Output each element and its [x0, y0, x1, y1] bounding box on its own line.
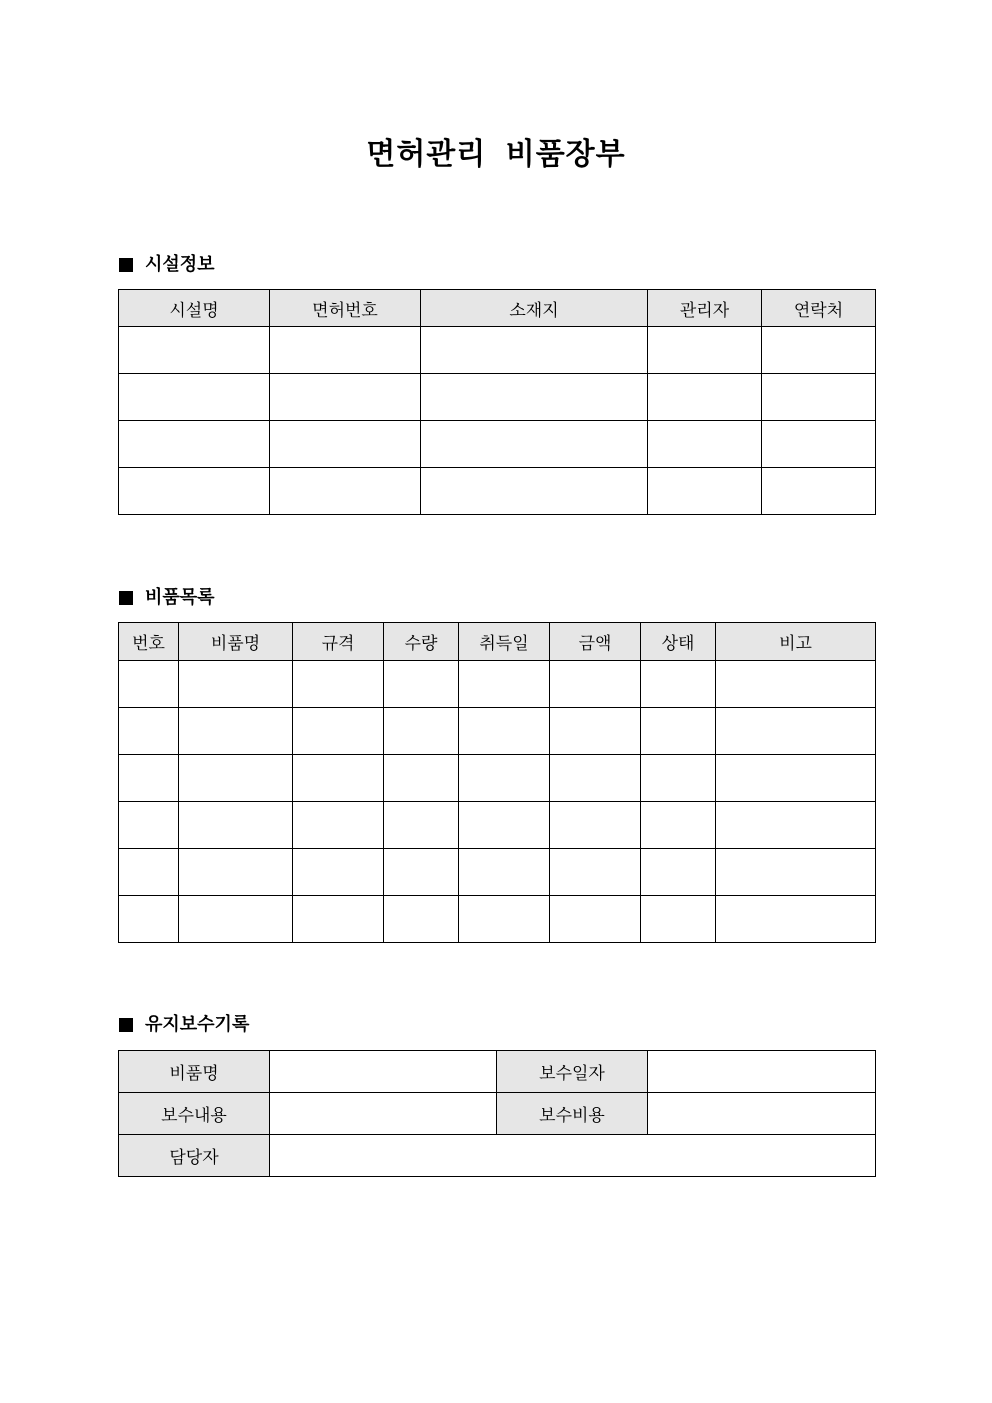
table-row — [119, 849, 876, 896]
col-number: 번호 — [119, 623, 179, 661]
table-cell[interactable] — [119, 896, 179, 943]
table-cell[interactable] — [119, 421, 270, 468]
col-spec: 규격 — [293, 623, 384, 661]
table-cell[interactable] — [293, 661, 384, 708]
table-cell[interactable] — [716, 896, 876, 943]
table-cell[interactable] — [179, 708, 293, 755]
col-item-name: 비품명 — [179, 623, 293, 661]
repair-cost-field[interactable] — [648, 1093, 876, 1135]
table-row — [119, 802, 876, 849]
table-cell[interactable] — [648, 374, 762, 421]
table-cell[interactable] — [179, 802, 293, 849]
facility-section-heading — [119, 252, 215, 278]
table-row — [119, 661, 876, 708]
table-cell[interactable] — [179, 755, 293, 802]
table-cell[interactable] — [550, 802, 641, 849]
col-quantity: 수량 — [384, 623, 459, 661]
table-cell[interactable] — [179, 661, 293, 708]
table-cell[interactable] — [270, 468, 421, 515]
repair-date-field[interactable] — [648, 1051, 876, 1093]
table-cell[interactable] — [119, 374, 270, 421]
manager-field[interactable] — [270, 1135, 876, 1177]
table-cell[interactable] — [421, 327, 648, 374]
table-cell[interactable] — [293, 849, 384, 896]
maintenance-section-heading — [119, 1012, 249, 1038]
table-cell[interactable] — [270, 421, 421, 468]
table-cell[interactable] — [293, 802, 384, 849]
table-cell[interactable] — [293, 708, 384, 755]
table-cell[interactable] — [550, 849, 641, 896]
table-cell[interactable] — [293, 896, 384, 943]
table-cell[interactable] — [716, 755, 876, 802]
table-cell[interactable] — [119, 661, 179, 708]
table-cell[interactable] — [648, 468, 762, 515]
table-cell[interactable] — [550, 708, 641, 755]
table-cell[interactable] — [179, 896, 293, 943]
col-location: 소재지 — [421, 290, 648, 327]
col-acquired-date: 취득일 — [459, 623, 550, 661]
col-manager: 관리자 — [648, 290, 762, 327]
table-cell[interactable] — [762, 421, 876, 468]
table-cell[interactable] — [550, 755, 641, 802]
table-cell[interactable] — [119, 327, 270, 374]
item-name-field[interactable] — [270, 1051, 497, 1093]
table-cell[interactable] — [762, 327, 876, 374]
table-cell[interactable] — [421, 374, 648, 421]
col-status: 상태 — [641, 623, 716, 661]
table-row — [119, 374, 876, 421]
table-cell[interactable] — [270, 327, 421, 374]
facility-header-row — [119, 290, 876, 327]
table-cell[interactable] — [459, 896, 550, 943]
table-cell[interactable] — [716, 849, 876, 896]
supplies-section-heading — [119, 585, 215, 611]
table-cell[interactable] — [270, 374, 421, 421]
table-cell[interactable] — [293, 755, 384, 802]
table-row — [119, 421, 876, 468]
label-repair-cost: 보수비용 — [497, 1093, 648, 1135]
table-row — [119, 896, 876, 943]
col-amount: 금액 — [550, 623, 641, 661]
table-cell[interactable] — [762, 468, 876, 515]
square-bullet-icon — [119, 591, 133, 605]
table-cell[interactable] — [384, 896, 459, 943]
table-cell[interactable] — [641, 755, 716, 802]
square-bullet-icon — [119, 1018, 133, 1032]
table-cell[interactable] — [459, 849, 550, 896]
maintenance-table — [118, 1050, 876, 1177]
supplies-heading-text: 비품목록 — [145, 587, 215, 608]
label-manager: 담당자 — [119, 1135, 270, 1177]
maintenance-heading-text: 유지보수기록 — [145, 1014, 250, 1035]
table-cell[interactable] — [762, 374, 876, 421]
table-cell[interactable] — [179, 849, 293, 896]
table-cell[interactable] — [641, 661, 716, 708]
table-cell[interactable] — [459, 661, 550, 708]
table-cell[interactable] — [421, 421, 648, 468]
label-repair-content: 보수내용 — [119, 1093, 270, 1135]
table-cell[interactable] — [119, 802, 179, 849]
table-cell[interactable] — [641, 708, 716, 755]
table-cell[interactable] — [384, 755, 459, 802]
table-cell[interactable] — [648, 327, 762, 374]
table-cell[interactable] — [384, 661, 459, 708]
table-row — [119, 1051, 876, 1093]
label-repair-date: 보수일자 — [497, 1051, 648, 1093]
label-item-name: 비품명 — [119, 1051, 270, 1093]
table-cell[interactable] — [119, 849, 179, 896]
supplies-table — [118, 622, 876, 943]
table-row — [119, 327, 876, 374]
table-row — [119, 1135, 876, 1177]
supplies-header-row — [119, 623, 876, 661]
col-license-number: 면허번호 — [270, 290, 421, 327]
table-cell[interactable] — [421, 468, 648, 515]
facility-heading-text: 시설정보 — [145, 254, 215, 275]
table-cell[interactable] — [641, 849, 716, 896]
table-row — [119, 708, 876, 755]
table-cell[interactable] — [648, 421, 762, 468]
table-row — [119, 468, 876, 515]
repair-content-field[interactable] — [270, 1093, 497, 1135]
table-cell[interactable] — [716, 661, 876, 708]
table-cell[interactable] — [459, 755, 550, 802]
col-facility-name: 시설명 — [119, 290, 270, 327]
table-cell[interactable] — [119, 708, 179, 755]
table-cell[interactable] — [119, 468, 270, 515]
page-title: 면허관리 비품장부 — [366, 137, 626, 172]
col-remarks: 비고 — [716, 623, 876, 661]
table-cell[interactable] — [716, 708, 876, 755]
col-contact: 연락처 — [762, 290, 876, 327]
table-cell[interactable] — [119, 755, 179, 802]
table-cell[interactable] — [641, 802, 716, 849]
table-cell[interactable] — [550, 661, 641, 708]
table-cell[interactable] — [384, 708, 459, 755]
square-bullet-icon — [119, 258, 133, 272]
table-cell[interactable] — [384, 802, 459, 849]
table-row — [119, 755, 876, 802]
table-cell[interactable] — [550, 896, 641, 943]
facility-table — [118, 289, 876, 515]
table-cell[interactable] — [459, 708, 550, 755]
table-row — [119, 1093, 876, 1135]
table-cell[interactable] — [716, 802, 876, 849]
table-cell[interactable] — [384, 849, 459, 896]
table-cell[interactable] — [641, 896, 716, 943]
table-cell[interactable] — [459, 802, 550, 849]
